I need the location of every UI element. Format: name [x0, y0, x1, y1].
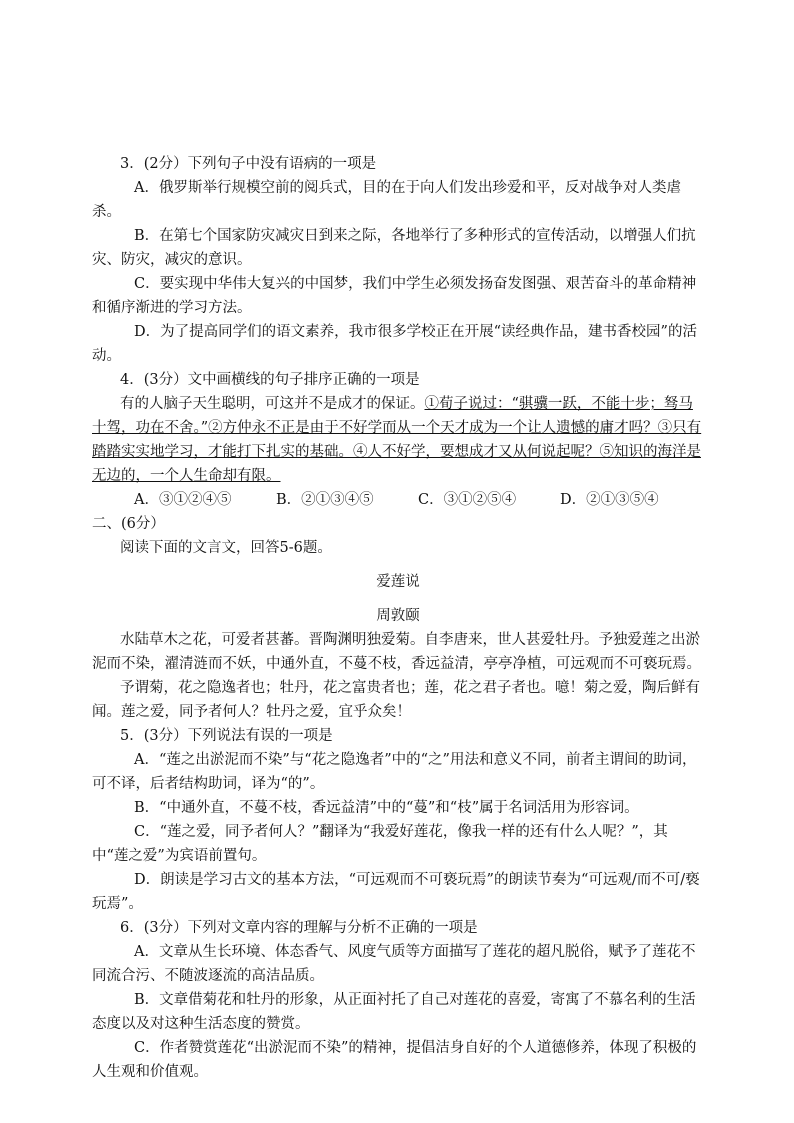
- q4-options: [92, 488, 704, 512]
- q4-lead: 有的人脑子天生聪明，可这并不是成才的保证。: [120, 396, 425, 412]
- section2-heading: 二、(6分）: [92, 516, 165, 532]
- passage-paragraph-2: 予谓菊，花之隐逸者也；牡丹，花之富贵者也；莲，花之君子者也。噫！菊之爱，陶后鲜有闻。莲之爱，同予者何人？牡丹之爱，宜乎众矣！: [92, 680, 700, 720]
- q3-option-d: D．为了提高同学们的语文素养，我市很多学校正在开展“读经典作品，建书香校园”的活动。: [92, 324, 697, 364]
- q6-option-b: B．文章借菊花和牡丹的形象，从正面衬托了自己对莲花的喜爱，寄寓了不慕名利的生活态度以及对这种生活态度的赞赏。: [92, 992, 696, 1032]
- q3-option-a: A．俄罗斯举行规模空前的阅兵式，目的在于向人们发出珍爱和平，反对战争对人类虐杀。: [92, 180, 681, 220]
- q4-stem: 4．(3分）文中画横线的句子排序正确的一项是: [120, 372, 420, 388]
- q5-option-d: D．朗读是学习古文的基本方法，“可远观而不可亵玩焉”的朗读节奏为“可远观/而不可/亵玩焉”。: [92, 872, 700, 912]
- q5-option-b: B．“中通外直，不蔓不枝，香远益清”中的“蔓”和“枝”属于名词活用为形容词。: [134, 800, 639, 816]
- passage-title: 爱莲说: [376, 574, 420, 590]
- q6-option-c: C．作者赞赏莲花“出淤泥而不染”的精神，提倡洁身自好的个人道德修养，体现了积极的人生观和价值观。: [92, 1040, 697, 1080]
- q6-stem: 6．(3分）下列对文章内容的理解与分析不正确的一项是: [120, 920, 478, 936]
- q3-stem: 3．(2分）下列句子中没有语病的一项是: [120, 156, 377, 172]
- q6-option-a: A．文章从生长环境、体态香气、风度气质等方面描写了莲花的超凡脱俗，赋予了莲花不同流合污、不随波逐流的高洁品质。: [92, 944, 696, 984]
- q4-passage: [92, 392, 704, 488]
- exam-page: [92, 152, 704, 1084]
- q5-option-c: C．“莲之爱，同予者何人？”翻译为“我爱好莲花，像我一样的还有什么人呢？”，其中“莲之爱”为宾语前置句。: [92, 824, 668, 864]
- q4-option-a: A．③①②④⑤: [134, 492, 232, 508]
- passage-author: 周敦颐: [376, 608, 420, 624]
- q3-option-b: B．在第七个国家防灾减灾日到来之际，各地举行了多种形式的宣传活动，以增强人们抗灾、防灾，减灾的意识。: [92, 228, 696, 268]
- section2-intro: 阅读下面的文言文，回答5-6题。: [120, 540, 332, 556]
- q4-underlined-sentences: ①荀子说过：“骐骥一跃，不能十步；驽马十驾，功在不舍。”②方仲永不正是由于不好学而从一个天才成为一个让人遗憾的庸才吗？③只有踏踏实实地学习，才能打下扎实的基础。④人不好学，要想成才又从何说起呢？⑤知识的海洋是无边的，一个人生命却有限。: [92, 396, 702, 484]
- q5-stem: 5．(3分）下列说法有误的一项是: [120, 728, 333, 744]
- q4-option-c: C．③①②⑤④: [418, 492, 517, 508]
- q4-option-b: B．②①③④⑤: [276, 492, 374, 508]
- passage-paragraph-1: 水陆草木之花，可爱者甚蕃。晋陶渊明独爱菊。自李唐来，世人甚爱牡丹。予独爱莲之出淤泥而不染，濯清涟而不妖，中通外直，不蔓不枝，香远益清，亭亭净植，可远观而不可亵玩焉。: [92, 632, 701, 672]
- q3-option-c: C．要实现中华伟大复兴的中国梦，我们中学生必须发扬奋发图强、艰苦奋斗的革命精神和循序渐进的学习方法。: [92, 276, 697, 316]
- q5-option-a: A．“莲之出淤泥而不染”与“花之隐逸者”中的“之”用法和意义不同，前者主谓间的助词，可不译，后者结构助词，译为“的”。: [92, 752, 697, 792]
- q4-option-d: D．②①③⑤④: [560, 492, 659, 508]
